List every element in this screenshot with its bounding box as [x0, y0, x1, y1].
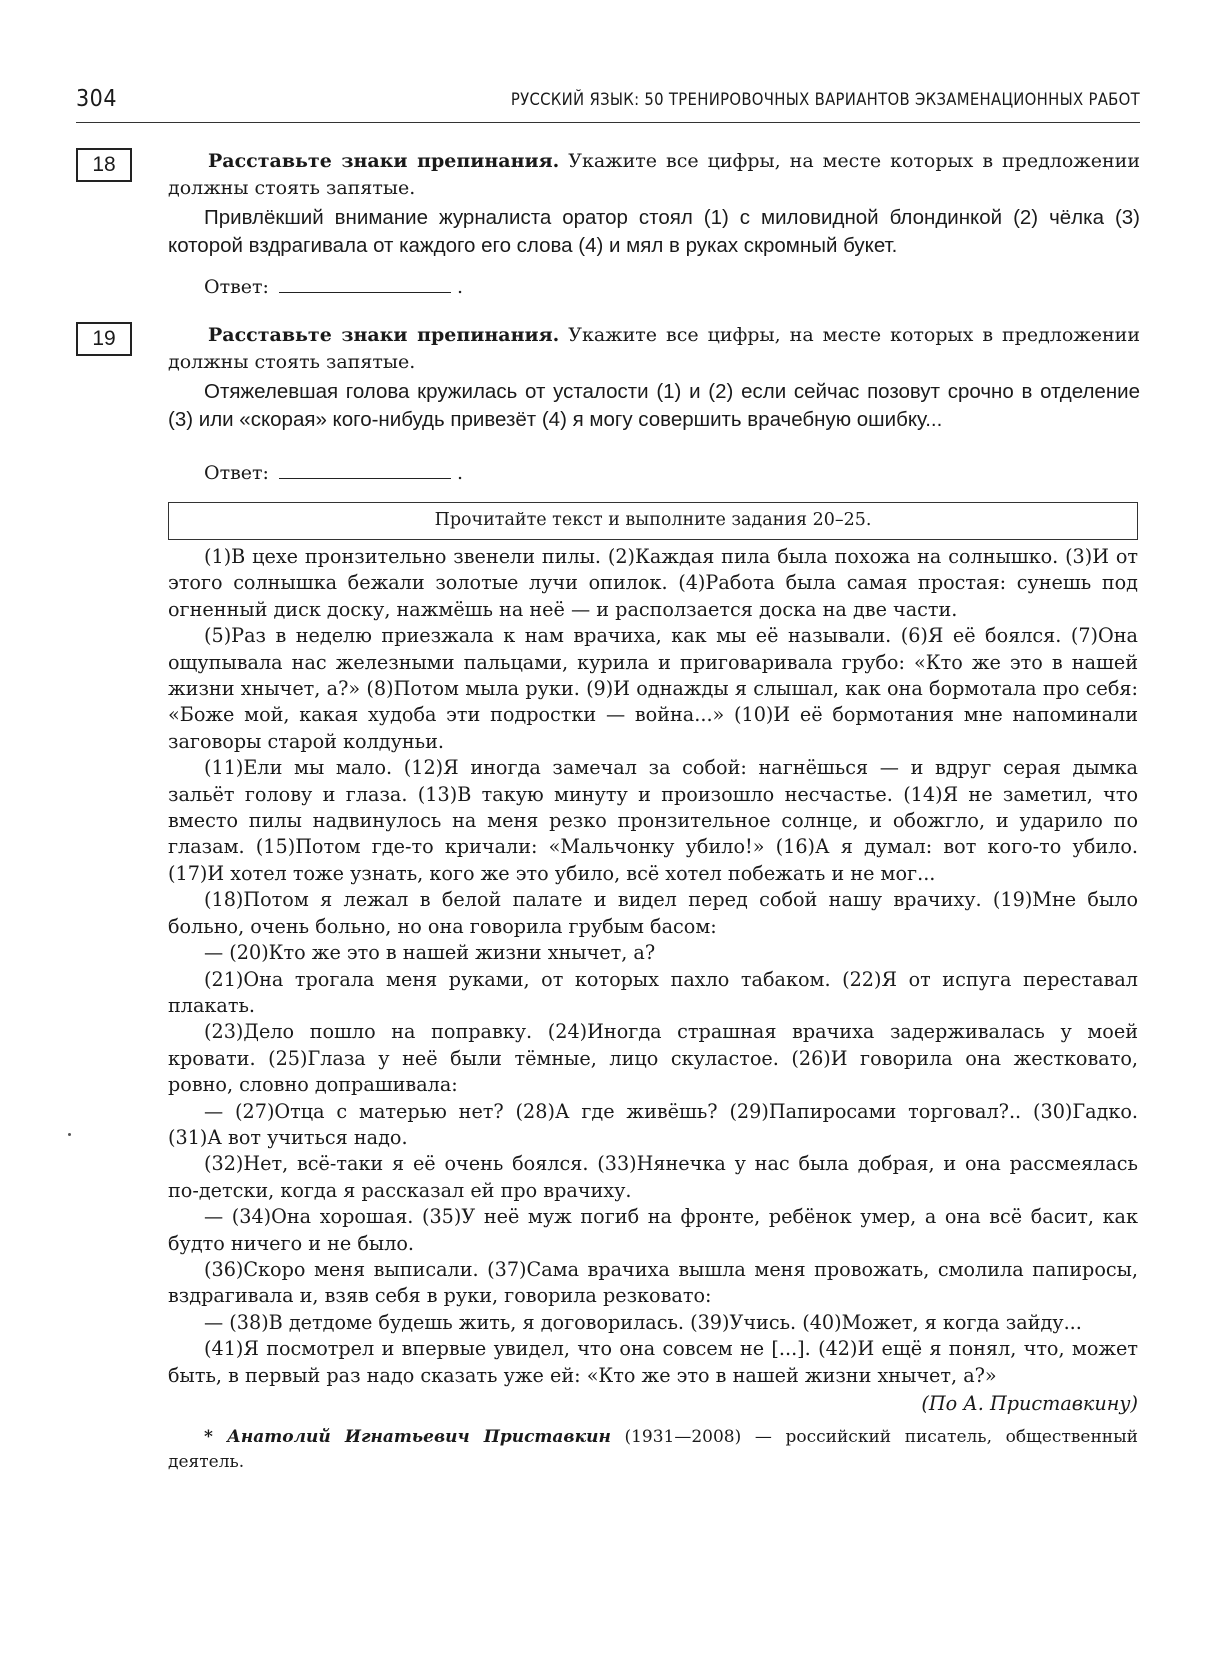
instruction-text: Укажите все цифры, на месте которых в предложении должны стоять запятые.	[168, 324, 1141, 373]
answer-label: Ответ:	[204, 462, 269, 484]
story-paragraph: (21)Она трогала меня руками, от которых пахло табаком. (22)Я от испуга переставал плакать.	[168, 967, 1138, 1017]
footnote-text: (1931—2008) — российский писатель, общественный деятель.	[168, 1427, 1139, 1473]
page-number: 304	[76, 86, 117, 112]
task-19	[76, 322, 1142, 492]
story-paragraph: (11)Ели мы мало. (12)Я иногда замечал за собой: нагнёшься — и вдруг серая дымка зальёт голову и глаза. (13)В такую минуту и произошло несчастье. (14)Я не заметил, что вместо пилы надвинулось на меня резко пронзительное солнце, и обожгло, и ударило по глазам. (15)Потом где-то кричали: «Мальчонку убило!» (16)А я думал: вот кого-то убило. (17)И хотел тоже узнать, кого же это убило, всё хотел побежать и не мог...	[168, 756, 1138, 885]
scan-speck	[68, 1133, 71, 1136]
instruction-bold: Расставьте знаки препинания.	[208, 324, 560, 346]
answer-label: Ответ:	[204, 276, 269, 298]
answer-blank[interactable]	[279, 460, 451, 479]
answer-end: .	[457, 462, 464, 484]
story-paragraph: (23)Дело пошло на поправку. (24)Иногда страшная врачиха задерживалась у моей кровати. (25)Глаза у неё были тёмные, лицо скуластое. (26)И говорила она жестковато, ровно, словно допрашивала:	[168, 1020, 1138, 1097]
story-paragraph: — (34)Она хорошая. (35)У неё муж погиб на фронте, ребёнок умер, а она всё басит, как будто ничего и не было.	[168, 1205, 1138, 1255]
story-paragraph: — (38)В детдоме будешь жить, я договорилась. (39)Учись. (40)Может, я когда зайду...	[204, 1310, 1082, 1334]
task-number-badge: 18	[76, 148, 132, 182]
instruction-text: Укажите все цифры, на месте которых в предложении должны стоять запятые.	[168, 150, 1141, 199]
story-paragraph: — (20)Кто же это в нашей жизни хнычет, а?	[204, 941, 656, 965]
story-paragraph: (32)Нет, всё-таки я её очень боялся. (33)Нянечка у нас была добрая, и она рассмеялась по-детски, когда я рассказал ей про врачиху.	[168, 1152, 1138, 1202]
story-paragraph: (5)Раз в неделю приезжала к нам врачиха, как мы её называли. (6)Я её боялся. (7)Она ощупывала нас железными пальцами, курила и приговаривала грубо: «Кто же это в нашей жизни хнычет, а?» (8)Потом мыла руки. (9)И однажды я слышал, как она бормотала про себя: «Боже мой, какая худоба эти подростки — война...» (10)И её бормотания мне напоминали заговоры старой колдуньи.	[168, 624, 1138, 753]
book-title: РУССКИЙ ЯЗЫК: 50 ТРЕНИРОВОЧНЫХ ВАРИАНТОВ ЭКЗАМЕНАЦИОННЫХ РАБОТ	[510, 90, 1140, 109]
task-instruction	[168, 148, 1140, 202]
instruction-box: Прочитайте текст и выполните задания 20–25.	[168, 502, 1138, 540]
answer-end: .	[457, 276, 464, 298]
story-paragraph: (18)Потом я лежал в белой палате и видел перед собой нашу врачиху. (19)Мне было больно, очень больно, но она говорила грубым басом:	[168, 888, 1138, 938]
task-instruction	[168, 322, 1140, 376]
story-paragraph: — (27)Отца с матерью нет? (28)А где живёшь? (29)Папиросами торговал?.. (30)Гадко. (31)А вот учиться надо.	[168, 1099, 1138, 1149]
answer-blank[interactable]	[279, 274, 451, 293]
answer-line	[204, 274, 463, 298]
task-number-badge: 19	[76, 322, 132, 356]
task-sentence: Отяжелевшая голова кружилась от усталости (1) и (2) если сейчас позовут срочно в отделение (3) или «скорая» кого-нибудь привезёт (4) я могу совершить врачебную ошибку...	[168, 380, 1140, 431]
task-18	[76, 148, 1142, 298]
footnote-author: * Анатолий Игнатьевич Приставкин	[204, 1427, 611, 1448]
task-sentence: Привлёкший внимание журналиста оратор стоял (1) с миловидной блондинкой (2) чёлка (3) которой вздрагивала от каждого его слова (4) и мял в руках скромный букет.	[168, 206, 1140, 257]
story-paragraph: (1)В цехе пронзительно звенели пилы. (2)Каждая пила была похожа на солнышко. (3)И от этого солнышка бежали золотые лучи опилок. (4)Работа была самая простая: сунешь под огненный диск доску, нажмёшь на неё — и расползается доска на две части.	[168, 545, 1138, 621]
answer-line	[204, 460, 463, 484]
page-header	[76, 86, 1140, 123]
instruction-bold: Расставьте знаки препинания.	[208, 150, 560, 172]
footnote	[168, 1425, 1138, 1475]
attribution: (По А. Приставкину)	[921, 1392, 1138, 1415]
story-paragraph: (36)Скоро меня выписали. (37)Сама врачиха вышла меня провожать, смолила папиросы, вздрагивала и, взяв себя в руки, говорила резковато:	[168, 1257, 1138, 1308]
story-text	[168, 544, 1138, 1475]
story-paragraph: (41)Я посмотрел и впервые увидел, что она совсем не [...]. (42)И ещё я понял, что, может быть, в первый раз надо сказать уже ей: «Кто же это в нашей жизни хнычет, а?»	[168, 1337, 1138, 1387]
